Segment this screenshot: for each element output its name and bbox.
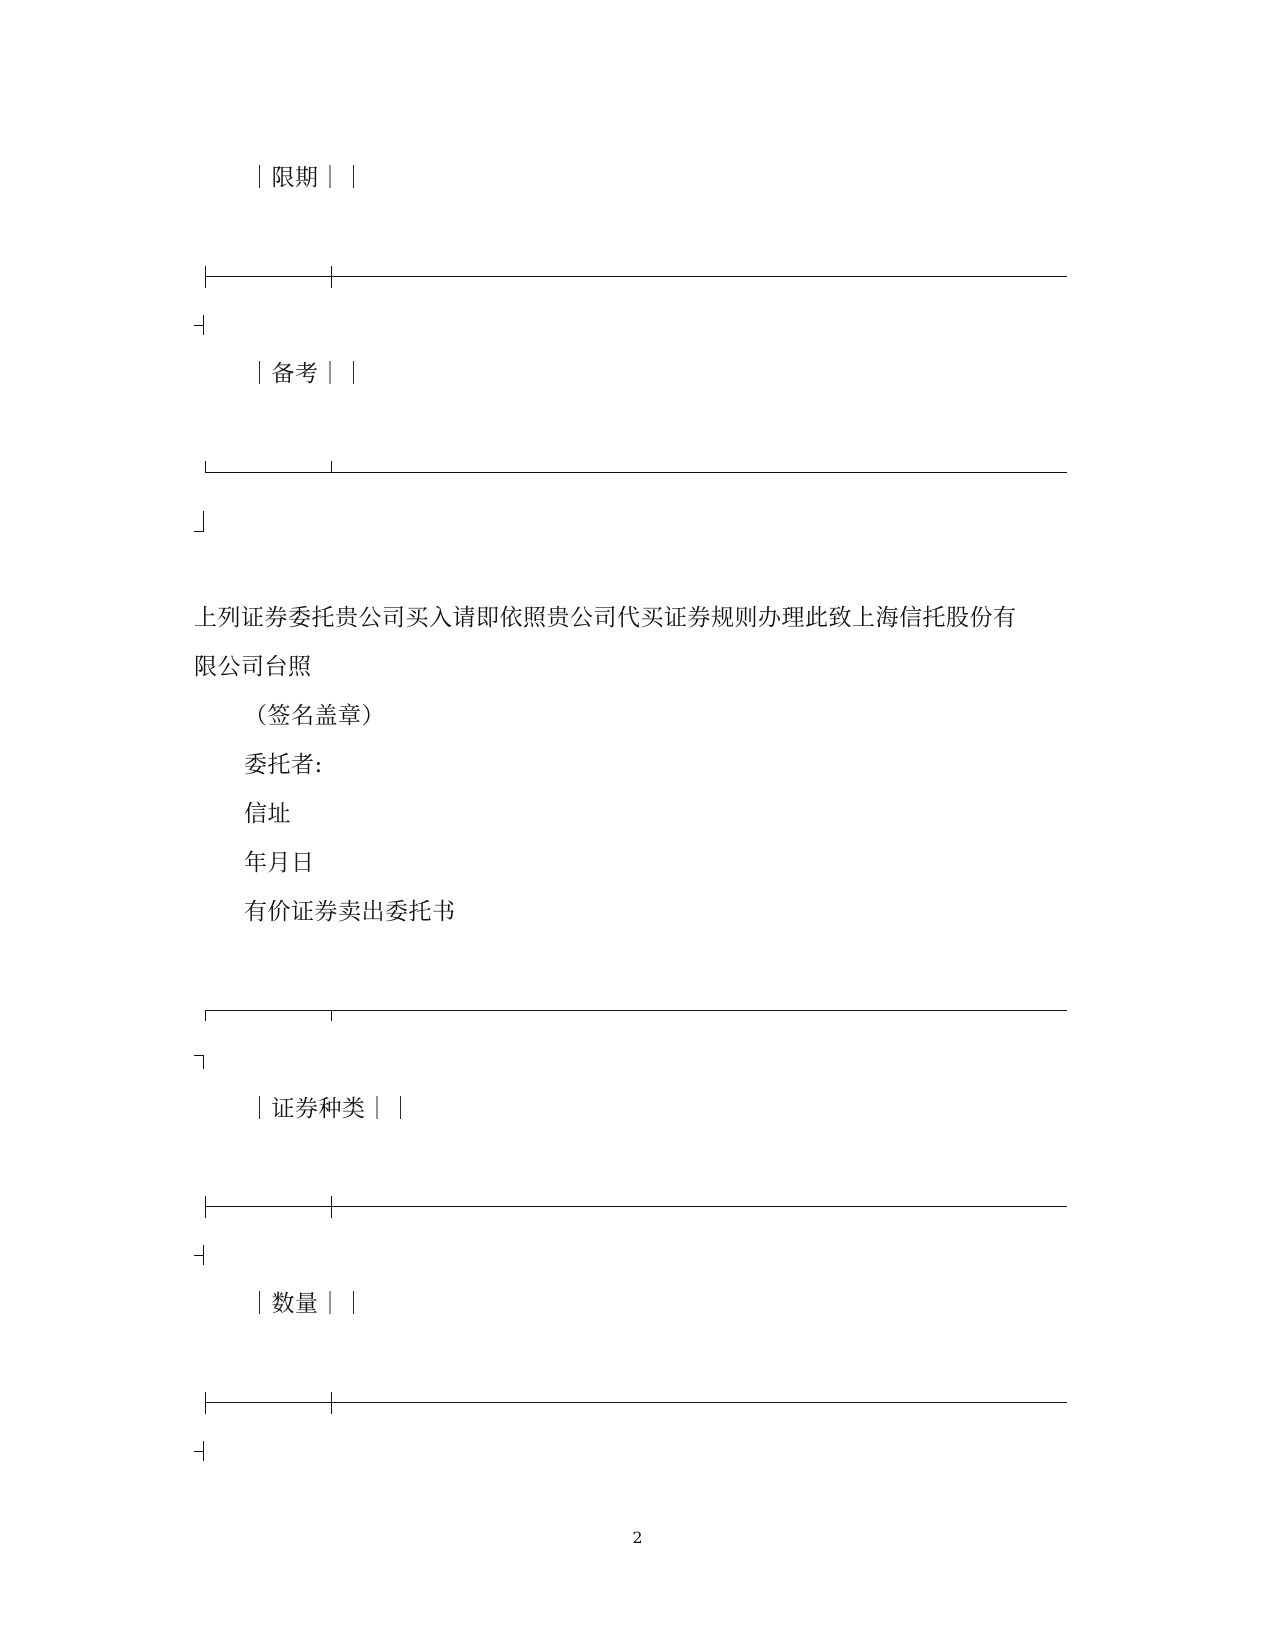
row-end-mark bbox=[194, 315, 204, 335]
signature-note: （签名盖章） bbox=[244, 703, 385, 729]
table-start-mark bbox=[194, 1055, 204, 1075]
paragraph-line-2: 限公司台照 bbox=[194, 654, 312, 680]
address-label: 信址 bbox=[244, 801, 291, 827]
date-label: 年月日 bbox=[244, 850, 315, 876]
row-end-mark bbox=[194, 1245, 204, 1265]
row-label-quantity: ｜数量｜｜ bbox=[248, 1291, 366, 1317]
row-label-security-type: ｜证券种类｜｜ bbox=[248, 1096, 413, 1122]
row-label-limit: ｜限期｜｜ bbox=[248, 165, 366, 191]
paragraph-line-1: 上列证券委托贵公司买入请即依照贵公司代买证券规则办理此致上海信托股份有 bbox=[194, 605, 1017, 631]
row-label-remarks: ｜备考｜｜ bbox=[248, 361, 366, 387]
section-title: 有价证券卖出委托书 bbox=[244, 899, 456, 925]
page-number: 2 bbox=[632, 1528, 643, 1547]
row-end-mark bbox=[194, 1441, 204, 1461]
table-end-mark bbox=[194, 511, 204, 531]
client-label: 委托者: bbox=[244, 752, 323, 778]
